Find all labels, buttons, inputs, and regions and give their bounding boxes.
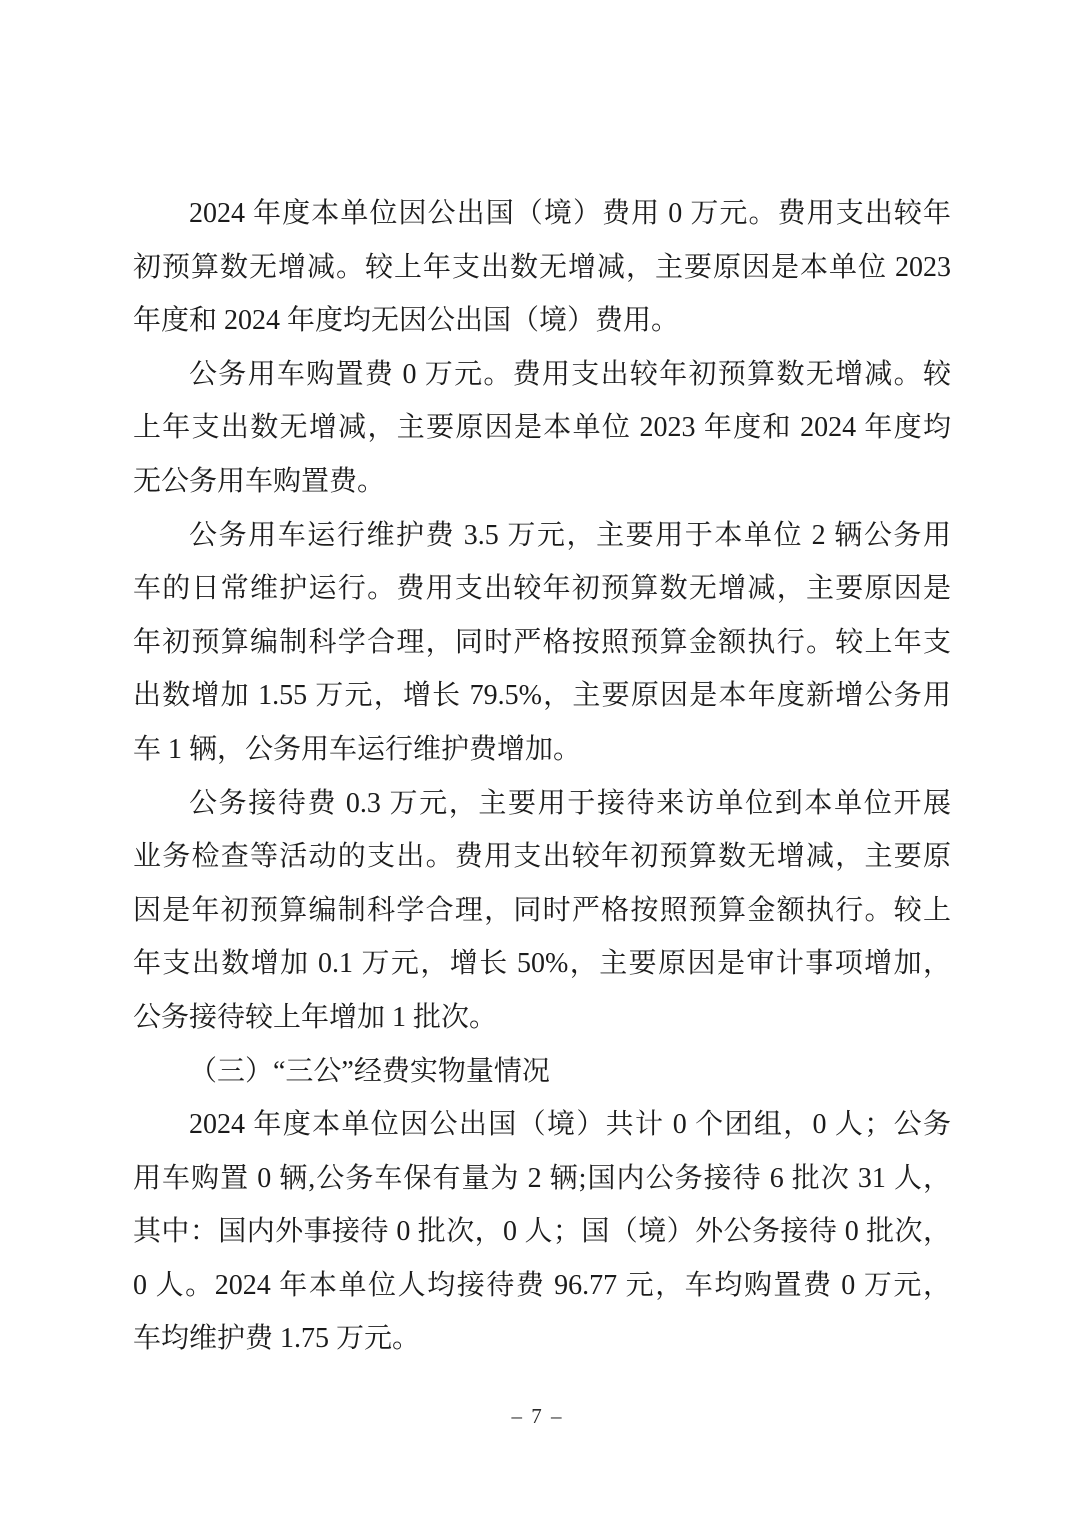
text-line: 用车购置 0 辆,公务车保有量为 2 辆;国内公务接待 6 批次 31 人， (133, 1162, 951, 1194)
paragraph (133, 509, 951, 777)
text-line: 车均维护费 1.75 万元。 (133, 1323, 421, 1355)
page-footer (0, 1404, 1075, 1429)
paragraph (133, 187, 951, 348)
paragraph (133, 348, 951, 509)
text-line: 车 1 辆，公务用车运行维护费增加。 (133, 733, 582, 765)
text-line: 车的日常维护运行。费用支出较年初预算数无增减，主要原因是 (133, 573, 951, 605)
text-line: 年支出数增加 0.1 万元，增长 50%，主要原因是审计事项增加， (133, 948, 951, 980)
text-line: 出数增加 1.55 万元，增长 79.5%，主要原因是本年度新增公务用 (133, 680, 951, 712)
text-line: 上年支出数无增减，主要原因是本单位 2023 年度和 2024 年度均 (133, 412, 951, 444)
text-line: 公务用车运行维护费 3.5 万元，主要用于本单位 2 辆公务用 (189, 519, 951, 551)
text-line: 年度和 2024 年度均无因公出国（境）费用。 (133, 305, 680, 337)
text-line: 无公务用车购置费。 (133, 465, 386, 497)
text-line: 公务接待费 0.3 万元，主要用于接待来访单位到本单位开展 (189, 787, 951, 819)
text-line: 0 人。2024 年本单位人均接待费 96.77 元，车均购置费 0 万元， (133, 1269, 951, 1301)
paragraph (133, 777, 951, 1045)
text-line: 2024 年度本单位因公出国（境）费用 0 万元。费用支出较年 (189, 198, 951, 229)
text-line: 公务用车购置费 0 万元。费用支出较年初预算数无增减。较 (189, 358, 951, 390)
document-body (133, 187, 951, 1366)
paragraph (133, 1098, 951, 1366)
text-line: （三）“三公”经费实物量情况 (189, 1055, 550, 1087)
text-line: 初预算数无增减。较上年支出数无增减，主要原因是本单位 2023 (133, 251, 951, 283)
text-line: 业务检查等活动的支出。费用支出较年初预算数无增减，主要原 (133, 841, 951, 873)
text-line: 公务接待较上年增加 1 批次。 (133, 1001, 498, 1033)
section-heading (133, 1045, 951, 1099)
text-line: 其中：国内外事接待 0 批次，0 人；国（境）外公务接待 0 批次， (133, 1216, 951, 1248)
page-number: – 7 – (511, 1404, 564, 1428)
text-line: 2024 年度本单位因公出国（境）共计 0 个团组，0 人；公务 (189, 1109, 951, 1141)
text-line: 因是年初预算编制科学合理，同时严格按照预算金额执行。较上 (133, 894, 951, 926)
text-line: 年初预算编制科学合理，同时严格按照预算金额执行。较上年支 (133, 626, 951, 658)
